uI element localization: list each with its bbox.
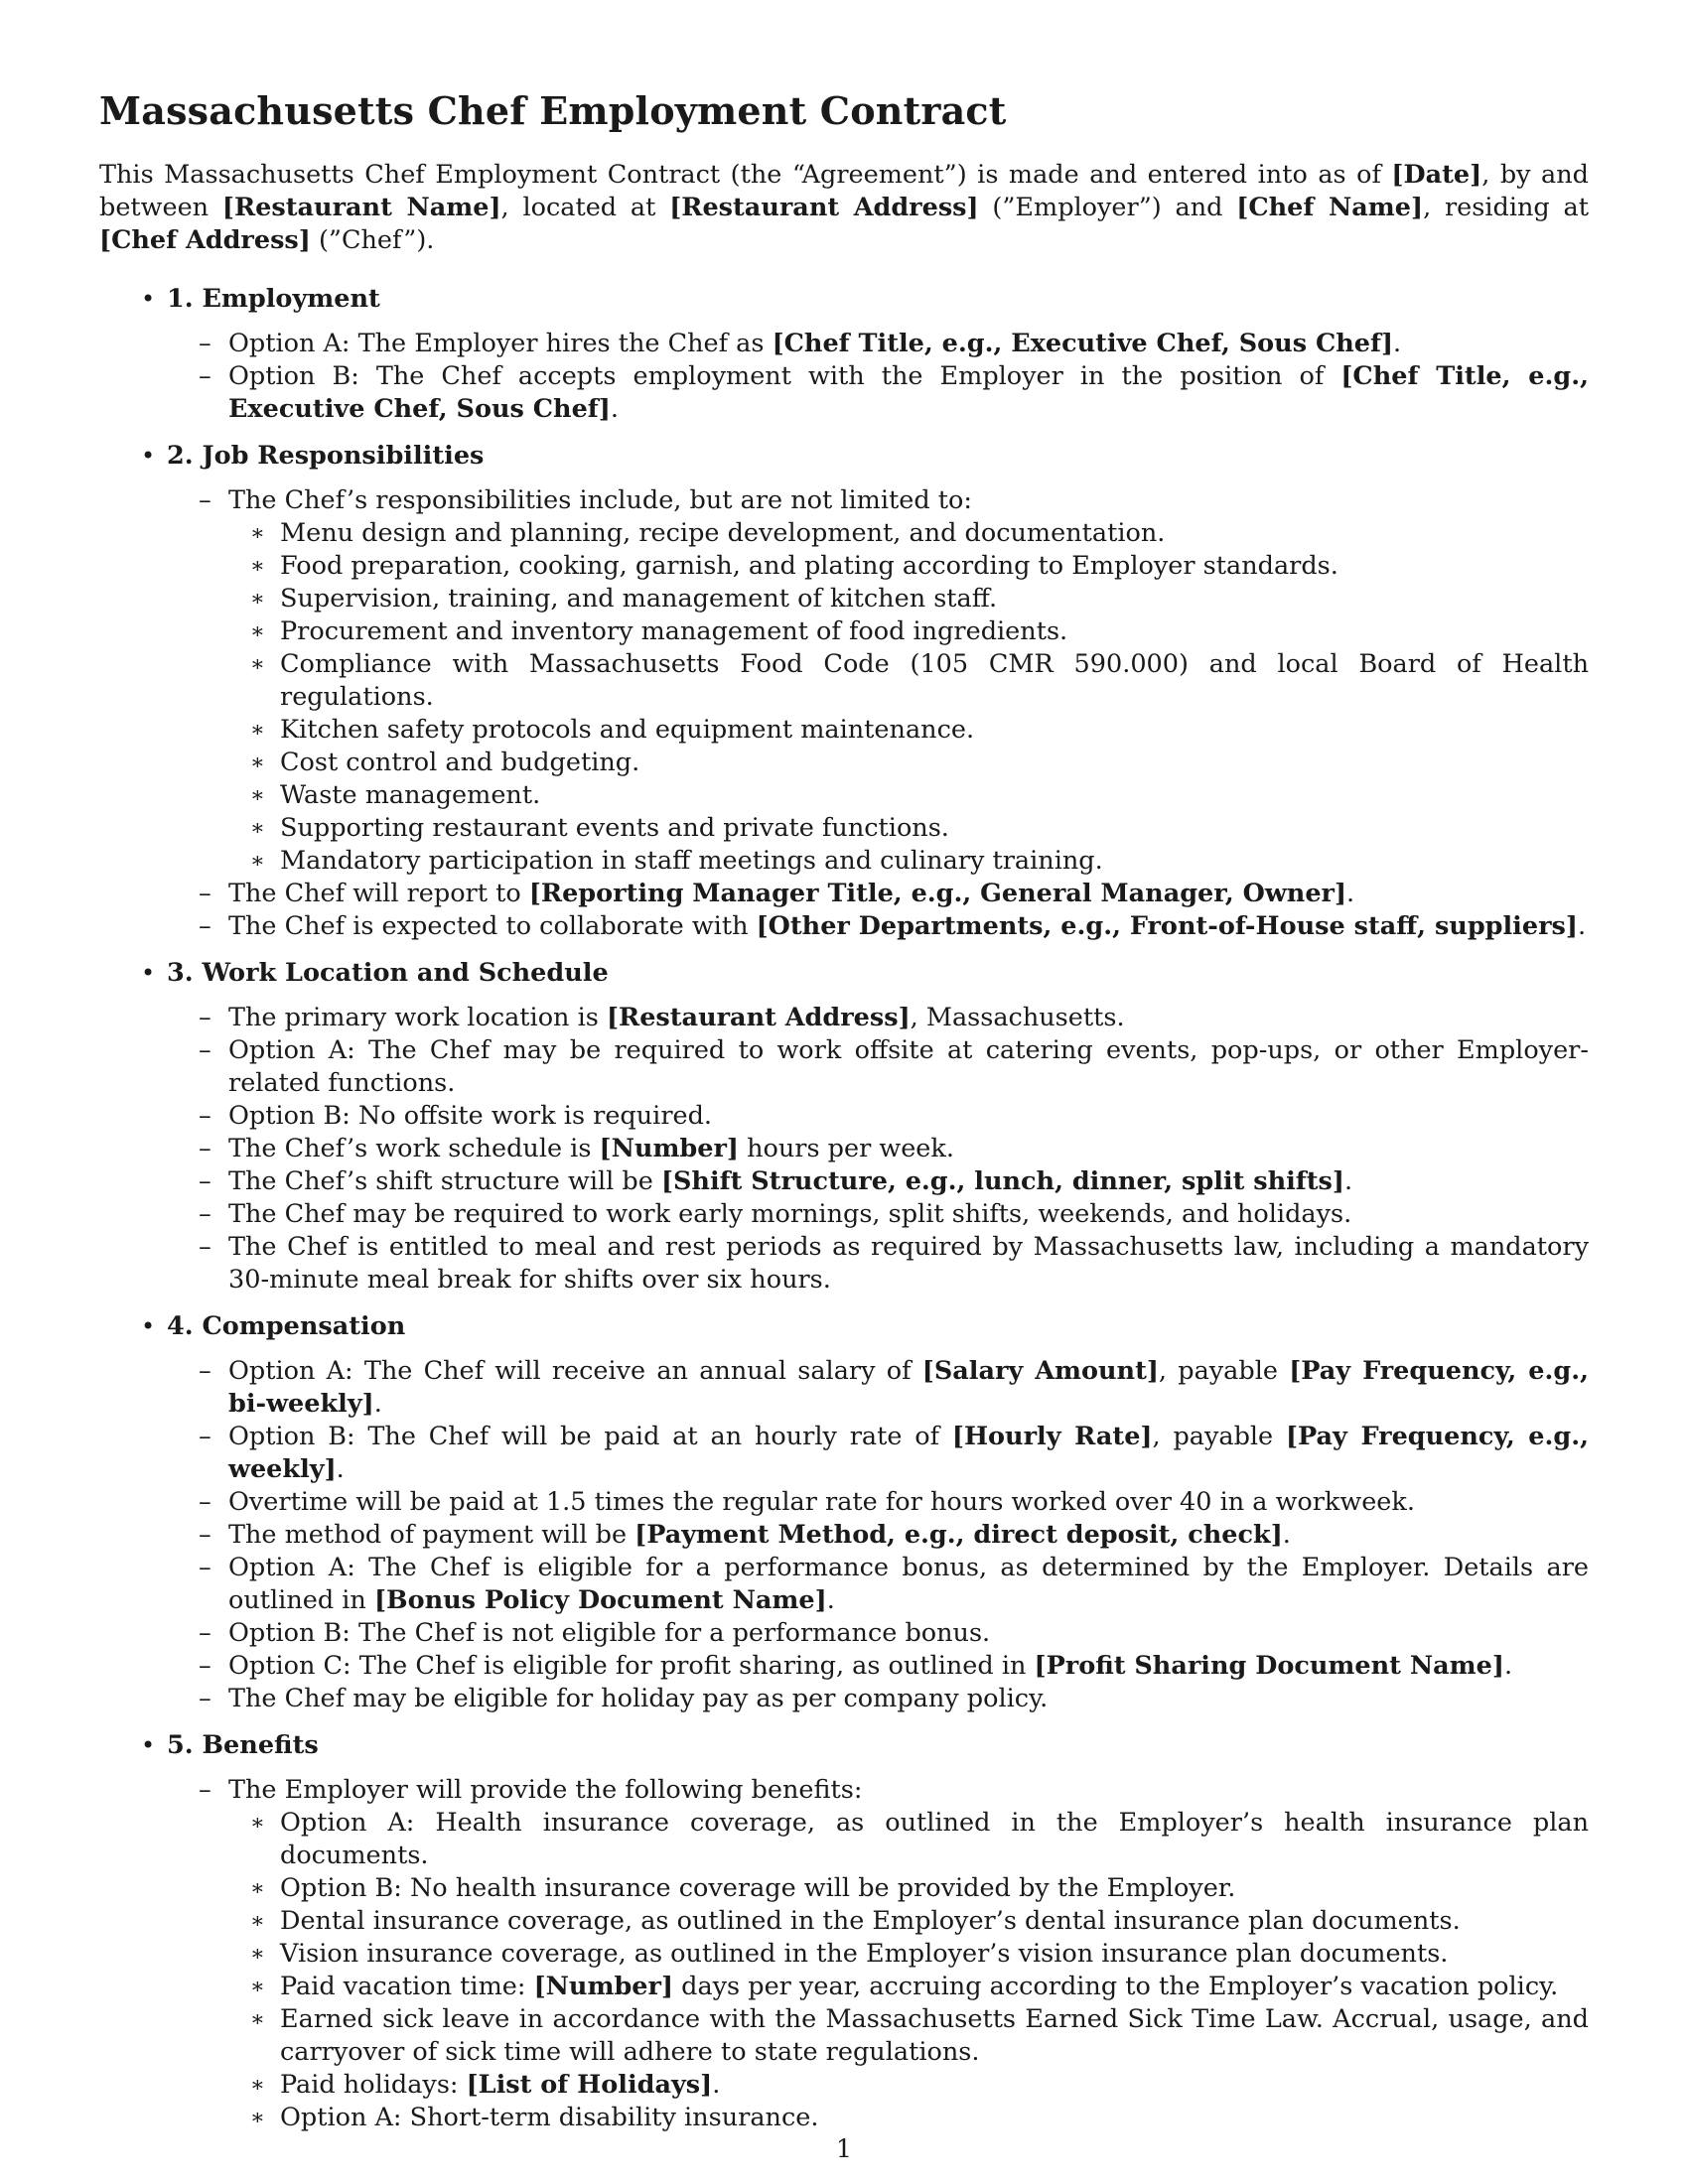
text-run: Compliance with Massachusetts Food Code (105 CMR 590.000) and local Board of Health regulations. [280,648,1589,712]
dash-icon: – [199,1133,211,1163]
text-run: Paid vacation time: [280,1971,534,2001]
subclause-item [250,648,1589,714]
clause-item [199,910,1589,943]
subclause-item [250,714,1589,747]
text-run: . [712,2069,721,2100]
text-run: Option A: Health insurance coverage, as outlined in the Employer’s health insurance plan documents. [280,1807,1589,1870]
dash-icon: – [199,1683,211,1713]
asterisk-icon: ∗ [250,750,265,775]
placeholder-field: [Restaurant Address] [606,1002,911,1032]
clause-list [167,1002,1589,1297]
text-run: hours per week. [738,1133,954,1163]
text-run: . [1577,910,1587,941]
asterisk-icon: ∗ [250,651,265,677]
text-run: , Massachusetts. [910,1002,1125,1032]
section-heading: 2. Job Responsibilities [167,440,485,471]
text-run: The Employer will provide the following benefits: [228,1774,863,1805]
dash-icon: – [199,1617,211,1648]
text-run: . [610,393,619,424]
dash-icon: – [199,484,211,515]
bullet-icon: • [141,1311,156,1340]
bullet-icon: • [141,284,156,313]
section-heading: 4. Compensation [167,1310,406,1341]
clause-item [199,1100,1589,1133]
bullet-icon: • [141,441,156,470]
asterisk-icon: ∗ [250,1908,265,1934]
text-run: . [1393,328,1402,358]
asterisk-icon: ∗ [250,553,265,579]
text-run: . [336,1453,345,1484]
asterisk-icon: ∗ [250,586,265,612]
text-run: . [1343,1165,1353,1196]
placeholder-field: [Chef Name] [1236,193,1424,222]
text-run: Option A: The Chef will receive an annual salary of [228,1355,922,1386]
text-run: Overtime will be paid at 1.5 times the regular rate for hours worked over 40 in a workweek. [228,1486,1415,1517]
text-run: Dental insurance coverage, as outlined in the Employer’s dental insurance plan documents. [280,1905,1461,1936]
text-run: Option C: The Chef is eligible for profit sharing, as outlined in [228,1650,1035,1681]
section [99,440,1589,943]
dash-icon: – [199,1486,211,1517]
text-run: Mandatory participation in staff meetings and culinary training. [280,845,1103,876]
clause-list [167,328,1589,426]
subclause-item [250,583,1589,615]
text-run: . [1282,1519,1291,1550]
subclause-item [250,1938,1589,1971]
text-run: The primary work location is [228,1002,607,1032]
asterisk-icon: ∗ [250,815,265,841]
text-run: , payable [1152,1421,1286,1451]
dash-icon: – [199,878,211,908]
dash-icon: – [199,1231,211,1262]
dash-icon: – [199,1519,211,1550]
intro-paragraph [99,159,1589,257]
asterisk-icon: ∗ [250,618,265,644]
text-run: Option B: The Chef will be paid at an hourly rate of [228,1421,952,1451]
placeholder-field: [Shift Structure, e.g., lunch, dinner, split shifts] [660,1165,1344,1196]
subclause-item [250,615,1589,648]
text-run: This Massachusetts Chef Employment Contract (the “Agreement”) is made and entered into as of [99,160,1392,190]
text-run: Procurement and inventory management of food ingredients. [280,615,1068,646]
section-heading: 3. Work Location and Schedule [167,957,609,988]
text-run: Option B: The Chef accepts employment with the Employer in the position of [228,360,1341,391]
clause-item [199,1198,1589,1231]
clause-item [199,1617,1589,1650]
clause-item [199,1133,1589,1165]
subclause-item [250,1971,1589,2003]
text-run: The Chef is entitled to meal and rest periods as required by Massachusetts law, including a mandatory 30-minute meal break for shifts over six hours. [228,1231,1589,1295]
text-run: Cost control and budgeting. [280,747,640,777]
placeholder-field: [Profit Sharing Document Name] [1034,1650,1504,1681]
asterisk-icon: ∗ [250,2006,265,2032]
section [99,283,1589,426]
placeholder-field: [Number] [599,1133,739,1163]
text-run: (”Employer”) and [978,193,1237,222]
text-run: . [1503,1650,1513,1681]
placeholder-field: [Chef Address] [99,225,311,255]
text-run: The method of payment will be [228,1519,635,1550]
clause-item [199,1774,1589,2134]
text-run: Option A: The Employer hires the Chef as [228,328,773,358]
clause-item [199,1421,1589,1486]
subclause-item [250,1872,1589,1905]
dash-icon: – [199,910,211,941]
subclause-item [250,779,1589,812]
clause-item [199,1231,1589,1297]
placeholder-field: [Pay Frequency, e.g., weekly] [228,1421,1589,1484]
placeholder-field: [Payment Method, e.g., direct deposit, check] [634,1519,1283,1550]
text-run: The Chef may be eligible for holiday pay as per company policy. [228,1683,1049,1713]
subclause-item [250,2003,1589,2069]
asterisk-icon: ∗ [250,1810,265,1836]
clause-list [167,484,1589,943]
subclause-list [228,517,1589,878]
dash-icon: – [199,1355,211,1386]
section-heading: 1. Employment [167,283,380,314]
asterisk-icon: ∗ [250,2072,265,2098]
section [99,957,1589,1297]
subclause-item [250,812,1589,845]
asterisk-icon: ∗ [250,782,265,808]
text-run: Supervision, training, and management of kitchen staff. [280,583,998,614]
bullet-icon: • [141,1730,156,1759]
subclause-item [250,1905,1589,1938]
clause-item [199,1683,1589,1715]
subclause-item [250,845,1589,878]
clause-item [199,1034,1589,1100]
dash-icon: – [199,1034,211,1065]
dash-icon: – [199,1421,211,1451]
bullet-icon: • [141,958,156,987]
subclause-item [250,550,1589,583]
text-run: Waste management. [280,779,541,810]
dash-icon: – [199,1198,211,1229]
subclause-item [250,517,1589,550]
subclause-item [250,1807,1589,1872]
asterisk-icon: ∗ [250,1941,265,1967]
clause-item [199,328,1589,360]
placeholder-field: [Hourly Rate] [951,1421,1153,1451]
text-run: The Chef’s responsibilities include, but are not limited to: [228,484,972,515]
placeholder-field: [Restaurant Name] [221,193,501,222]
asterisk-icon: ∗ [250,1875,265,1901]
section [99,1310,1589,1715]
text-run: Paid holidays: [280,2069,467,2100]
text-run: , payable [1158,1355,1290,1386]
placeholder-field: [Restaurant Address] [669,193,979,222]
clause-item [199,360,1589,426]
dash-icon: – [199,1002,211,1032]
text-run: , located at [500,193,670,222]
subclause-item [250,2069,1589,2102]
subclause-list [228,1807,1589,2134]
dash-icon: – [199,1100,211,1131]
text-run: Option A: The Chef is eligible for a performance bonus, as determined by the Employer. Details are outlined in [228,1552,1589,1615]
placeholder-field: [Number] [533,1971,674,2001]
dash-icon: – [199,360,211,391]
text-run: . [373,1388,382,1419]
dash-icon: – [199,1165,211,1196]
text-run: . [826,1584,835,1615]
placeholder-field: [List of Holidays] [466,2069,713,2100]
clause-item [199,1552,1589,1617]
text-run: Option B: No health insurance coverage will be provided by the Employer. [280,1872,1236,1903]
text-run: (”Chef”). [310,225,435,255]
placeholder-field: [Bonus Policy Document Name] [373,1584,827,1615]
asterisk-icon: ∗ [250,2105,265,2130]
dash-icon: – [199,1650,211,1681]
clause-item [199,1486,1589,1519]
asterisk-icon: ∗ [250,520,265,546]
clause-list [167,1774,1589,2134]
dash-icon: – [199,1552,211,1582]
document-title: Massachusetts Chef Employment Contract [99,88,1007,133]
text-run: The Chef will report to [228,878,529,908]
placeholder-field: [Other Departments, e.g., Front-of-House staff, suppliers] [756,910,1578,941]
text-run: Supporting restaurant events and private functions. [280,812,949,843]
text-run: Option A: Short-term disability insurance. [280,2102,819,2132]
clause-list [167,1355,1589,1715]
placeholder-field: [Reporting Manager Title, e.g., General Manager, Owner] [528,878,1347,908]
text-run: . [1346,878,1355,908]
clause-item [199,1519,1589,1552]
placeholder-field: [Chef Title, e.g., Executive Chef, Sous Chef] [772,328,1394,358]
text-run: Earned sick leave in accordance with the Massachusetts Earned Sick Time Law. Accrual, usage, and carryover of sick time will adhere to state regulations. [280,2003,1589,2067]
clause-item [199,1002,1589,1034]
page-number: 1 [835,2134,853,2164]
text-run: The Chef may be required to work early mornings, split shifts, weekends, and holidays. [228,1198,1352,1229]
dash-icon: – [199,1774,211,1805]
text-run: Kitchen safety protocols and equipment maintenance. [280,714,975,745]
text-run: The Chef is expected to collaborate with [228,910,757,941]
asterisk-icon: ∗ [250,1974,265,1999]
clause-item [199,1355,1589,1421]
text-run: Option A: The Chef may be required to work offsite at catering events, pop-ups, or other Employer-related functions. [228,1034,1589,1098]
text-run: The Chef’s shift structure will be [228,1165,661,1196]
subclause-item [250,747,1589,779]
clause-item [199,1165,1589,1198]
placeholder-field: [Chef Title, e.g., Executive Chef, Sous Chef] [228,360,1589,424]
subclause-item [250,2102,1589,2134]
placeholder-field: [Date] [1391,160,1482,190]
text-run: , residing at [1423,193,1589,222]
clause-item [199,1650,1589,1683]
clause-item [199,484,1589,878]
section [99,1729,1589,2134]
asterisk-icon: ∗ [250,717,265,743]
placeholder-field: [Salary Amount] [921,1355,1159,1386]
clause-item [199,878,1589,910]
text-run: , by and between [99,160,1589,222]
section-list [99,283,1589,2134]
asterisk-icon: ∗ [250,848,265,874]
text-run: Food preparation, cooking, garnish, and plating according to Employer standards. [280,550,1338,581]
section-heading: 5. Benefits [167,1729,319,1760]
document-page [99,87,1589,2148]
placeholder-field: [Pay Frequency, e.g., bi-weekly] [228,1355,1589,1419]
dash-icon: – [199,328,211,358]
text-run: Option B: The Chef is not eligible for a performance bonus. [228,1617,991,1648]
text-run: The Chef’s work schedule is [228,1133,600,1163]
text-run: Vision insurance coverage, as outlined in the Employer’s vision insurance plan documents. [280,1938,1449,1969]
text-run: days per year, accruing according to the Employer’s vacation policy. [673,1971,1559,2001]
text-run: Menu design and planning, recipe development, and documentation. [280,517,1166,548]
text-run: Option B: No offsite work is required. [228,1100,713,1131]
